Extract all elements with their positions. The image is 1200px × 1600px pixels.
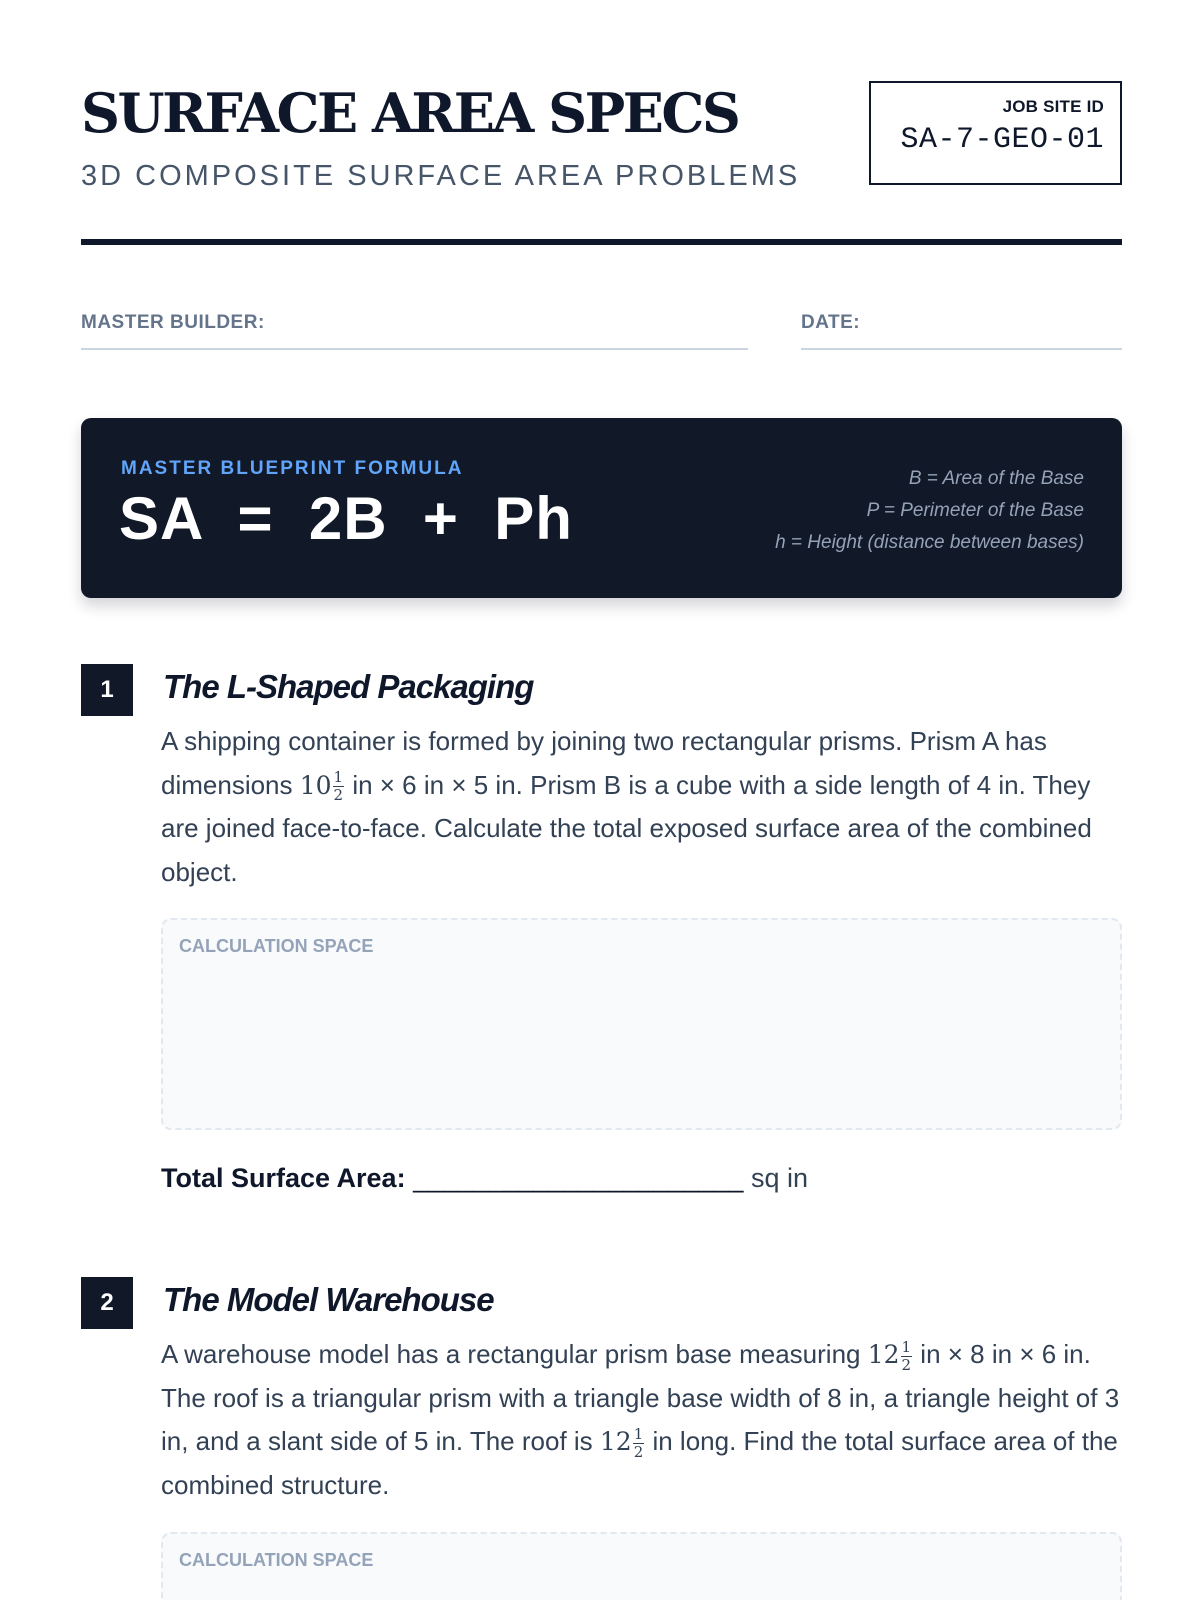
page-title: SURFACE AREA SPECS: [81, 81, 739, 145]
page-subtitle: 3D COMPOSITE SURFACE AREA PROBLEMS: [81, 160, 801, 192]
master-builder-label: MASTER BUILDER:: [81, 312, 265, 333]
problem-text-part: in × 6 in × 5 in. Prism B is a cube with a side length of 4 in. They are joined face-to-face. Calculate the total exposed surface area of the combined object.: [161, 769, 1092, 887]
mixed-number-whole: 12: [867, 1340, 900, 1369]
fraction-denominator: 2: [333, 786, 344, 805]
legend-item-base: B = Area of the Base: [908, 468, 1084, 489]
problem-text-part: A warehouse model has a rectangular prism base measuring: [161, 1339, 868, 1369]
legend-item-height: h = Height (distance between bases): [775, 532, 1084, 553]
answer-blank[interactable]: ______________________: [413, 1163, 744, 1193]
problem-text: [161, 1333, 1122, 1507]
calculation-space[interactable]: [161, 1532, 1122, 1600]
student-info-fields: [81, 312, 1122, 352]
answer-line[interactable]: [161, 1163, 808, 1194]
job-site-id-box: [869, 81, 1122, 185]
job-site-label: JOB SITE ID: [1002, 97, 1104, 116]
problem-text: [161, 720, 1122, 894]
fraction: [633, 1424, 645, 1461]
header-divider: [81, 239, 1122, 245]
calculation-space-label: CALCULATION SPACE: [179, 1550, 374, 1570]
calculation-space-label: CALCULATION SPACE: [179, 936, 374, 956]
fraction: [333, 770, 345, 803]
formula-label: MASTER BLUEPRINT FORMULA: [121, 458, 464, 479]
job-site-value: SA-7-GEO-01: [900, 123, 1104, 157]
formula-banner: [81, 418, 1122, 598]
problem-text-part: in long. Find the total surface area of the combined structure.: [161, 1426, 1118, 1500]
calculation-space[interactable]: [161, 918, 1122, 1130]
problem-number: 1: [81, 664, 133, 716]
mixed-number-whole: 12: [599, 1427, 632, 1456]
problem-text-part: in × 8 in × 6 in. The roof is a triangular prism with a triangle base width of 8 in, a triangle height of 3 in, and a slant side of 5 in. The roof is: [161, 1339, 1120, 1456]
legend-item-perimeter: P = Perimeter of the Base: [866, 500, 1084, 521]
problem-2: [81, 1277, 1122, 1600]
fraction-numerator: 1: [901, 1337, 912, 1356]
fraction-denominator: 2: [633, 1442, 644, 1461]
master-builder-field[interactable]: [81, 312, 748, 350]
fraction-numerator: 1: [633, 1424, 644, 1443]
answer-label: Total Surface Area:: [161, 1163, 406, 1193]
date-field[interactable]: [801, 312, 1122, 350]
worksheet-header: [81, 78, 1122, 248]
problem-title: The Model Warehouse: [163, 1281, 494, 1318]
formula-legend: [775, 463, 1084, 559]
fraction: [901, 1337, 913, 1374]
fraction-denominator: 2: [901, 1355, 912, 1374]
mixed-number-whole: 10: [299, 770, 332, 800]
answer-unit: sq in: [750, 1163, 809, 1193]
problem-number: 2: [81, 1277, 133, 1329]
problem-title: The L-Shaped Packaging: [163, 668, 534, 705]
problem-text-part: A shipping container is formed by joining two rectangular prisms. Prism A has dimensions: [161, 726, 1047, 800]
fraction-numerator: 1: [333, 768, 344, 787]
problem-1: [81, 664, 1122, 1204]
formula-equation: SA = 2B + Ph: [119, 485, 573, 552]
date-label: DATE:: [801, 312, 861, 333]
